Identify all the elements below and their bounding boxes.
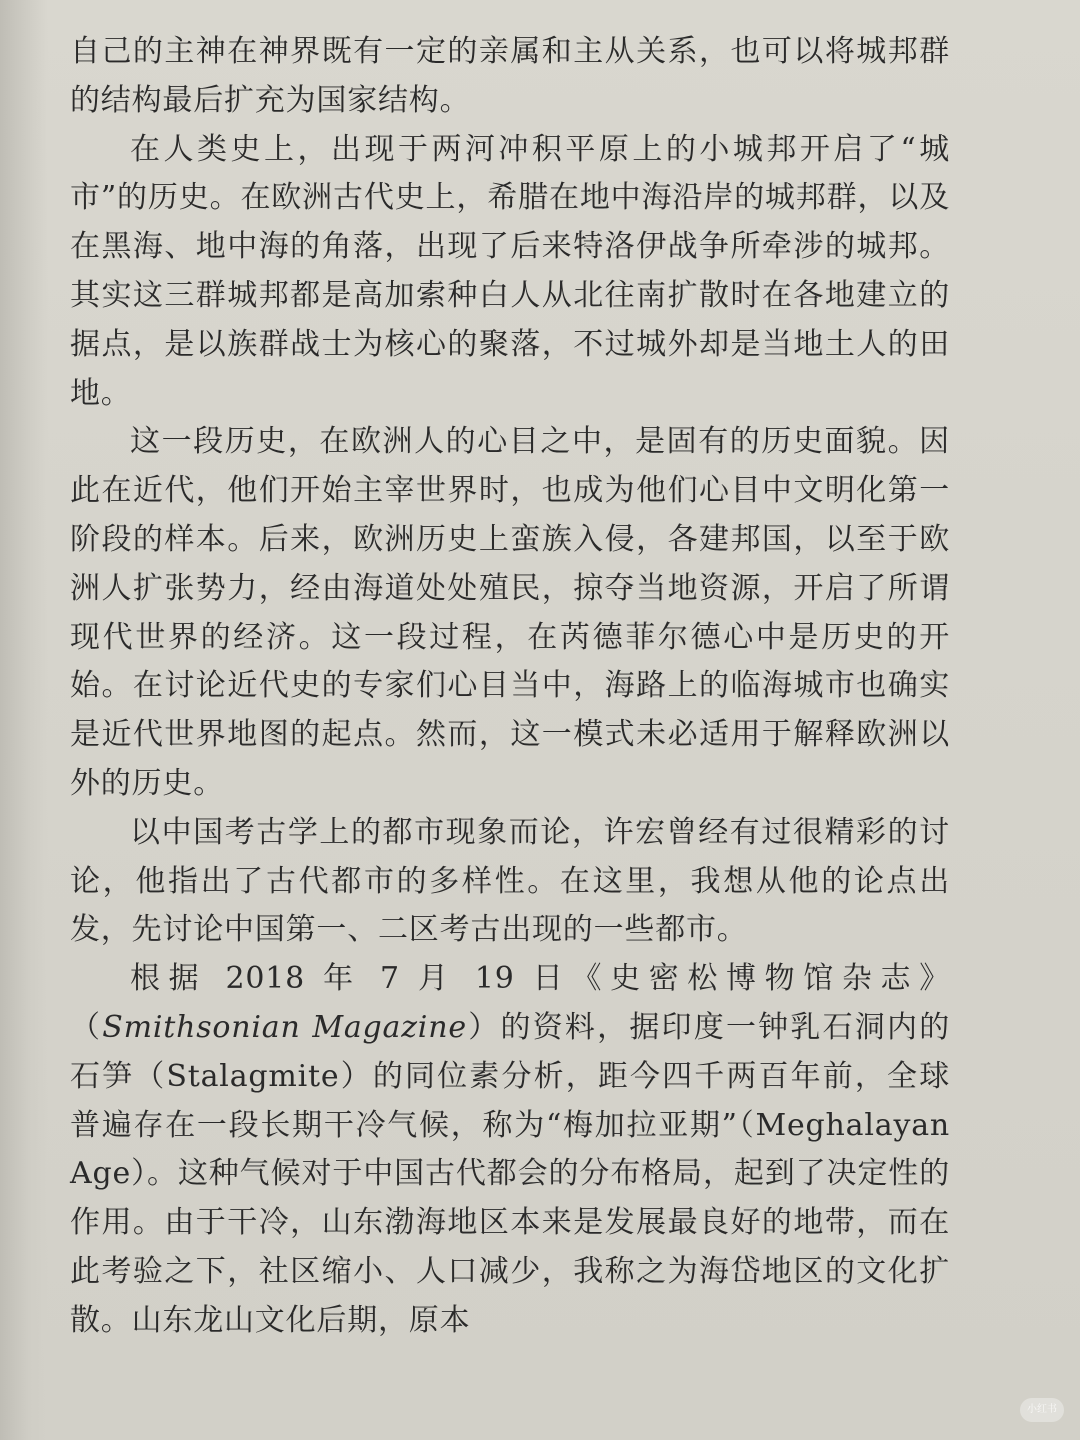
paragraph-5-part-1: 根据 2018 年 7 月 19 日《史密松博物馆杂志》（: [70, 961, 950, 1045]
paragraph-5-english-title: Smithsonian Magazine: [102, 1009, 467, 1045]
watermark-badge: 小红书: [1020, 1398, 1064, 1422]
paragraph-5-part-2: ）的资料，据印度一钟乳石洞内的石笋（Stalagmite）的同位素分析，距今四千两百年前，全球普遍存在一段长期干冷气候，称为“梅加拉亚期”（Meghalayan Age）。这种气候对于中国古代都会的分布格局，起到了决定性的作用。由于干冷，山东渤海地区本来是发展最良好的地带，而在此考验之下，社区缩小、人口减少，我称之为海岱地区的文化扩散。山东龙山文化后期，原本: [70, 1009, 950, 1338]
paragraph-3: 这一段历史，在欧洲人的心目之中，是固有的历史面貌。因此在近代，他们开始主宰世界时，也成为他们心目中文明化第一阶段的样本。后来，欧洲历史上蛮族入侵，各建邦国，以至于欧洲人扩张势力，经由海道处处殖民，掠夺当地资源，开启了所谓现代世界的经济。这一段过程，在芮德菲尔德心中是历史的开始。在讨论近代史的专家们心目当中，海路上的临海城市也确实是近代世界地图的起点。然而，这一模式未必适用于解释欧洲以外的历史。: [70, 424, 950, 801]
paragraph-5: [70, 955, 950, 1345]
paragraph-2: 在人类史上，出现于两河冲积平原上的小城邦开启了“城市”的历史。在欧洲古代史上，希腊在地中海沿岸的城邦群，以及在黑海、地中海的角落，出现了后来特洛伊战争所牵涉的城邦。其实这三群城邦都是高加索种白人从北往南扩散时在各地建立的据点，是以族群战士为核心的聚落，不过城外却是当地土人的田地。: [70, 131, 950, 411]
page-edge-shadow: [0, 0, 48, 1440]
paragraph-4: 以中国考古学上的都市现象而论，许宏曾经有过很精彩的讨论，他指出了古代都市的多样性。在这里，我想从他的论点出发，先讨论中国第一、二区考古出现的一些都市。: [70, 814, 950, 948]
text-column: [70, 28, 950, 1346]
paragraph-1: 自己的主神在神界既有一定的亲属和主从关系，也可以将城邦群的结构最后扩充为国家结构。: [70, 34, 950, 118]
